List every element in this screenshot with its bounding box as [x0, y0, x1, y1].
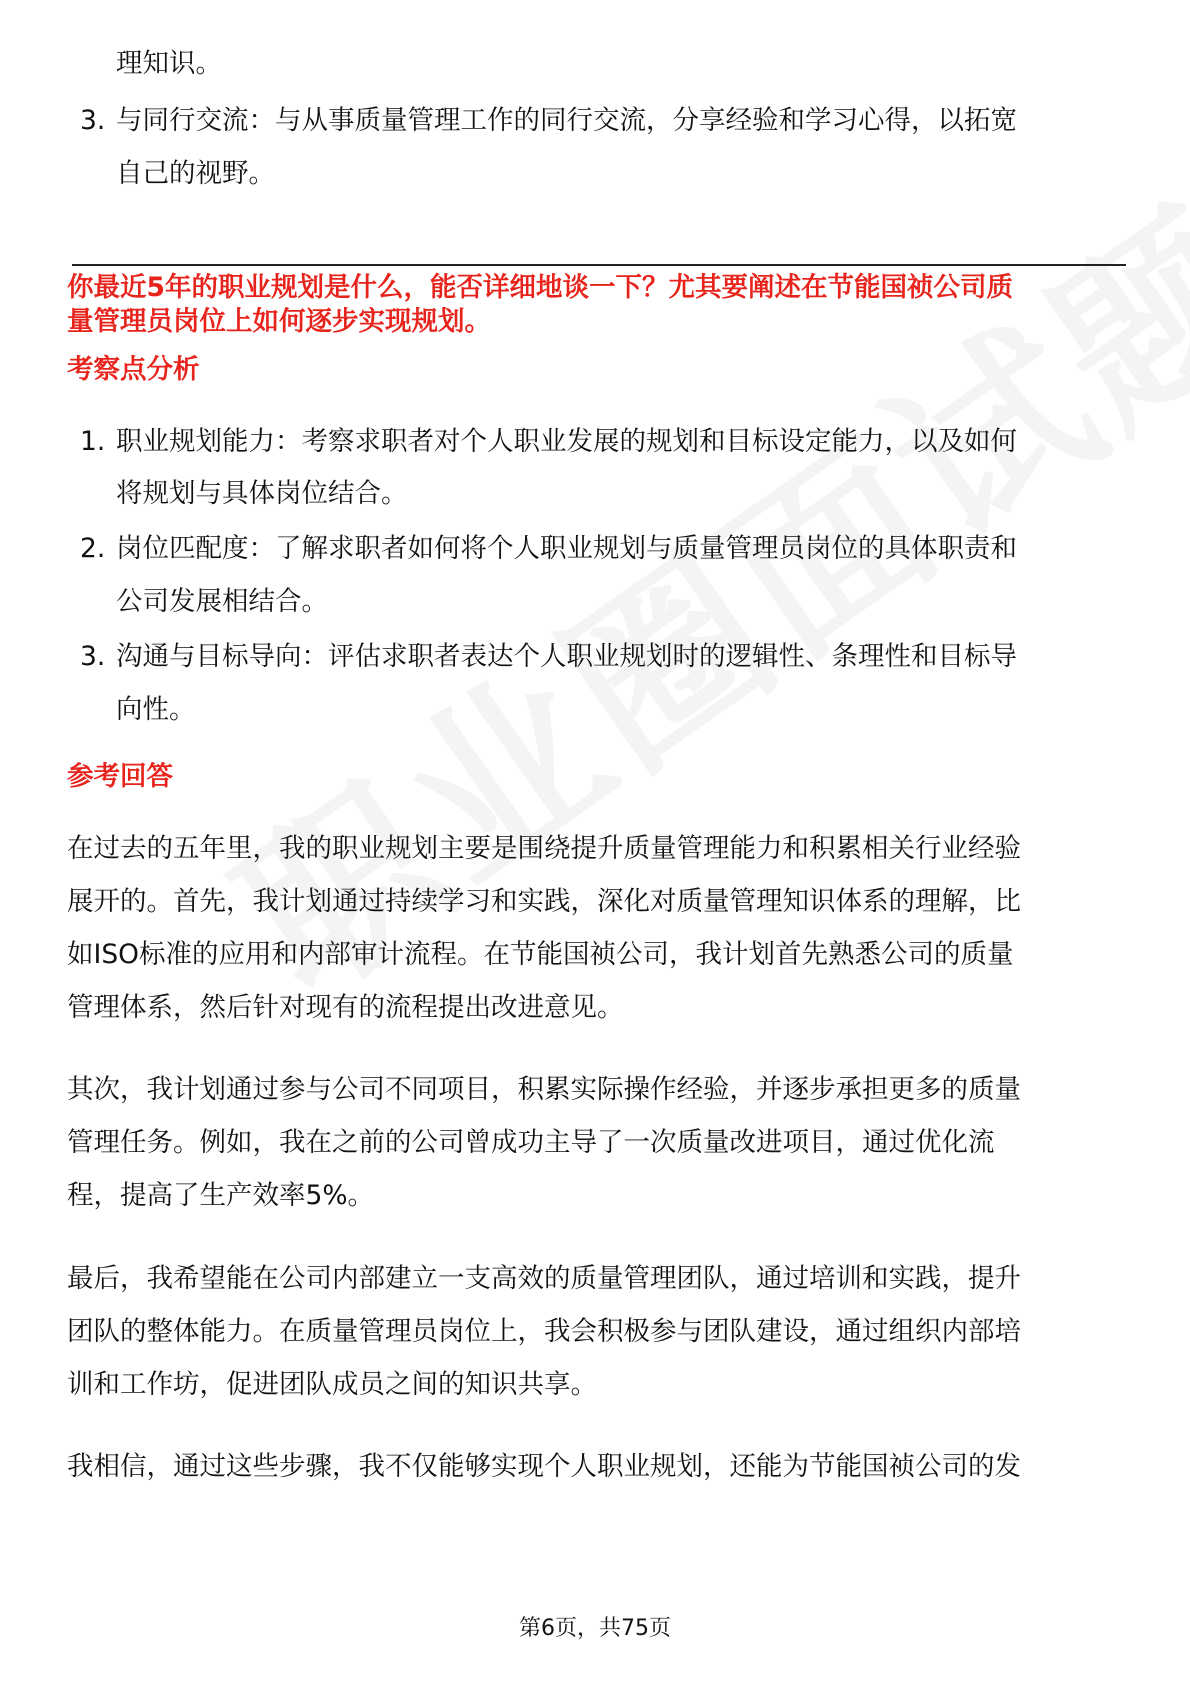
analysis-item-3-line1: 沟通与目标导向：评估求职者表达个人职业规划时的逻辑性、条理性和目标导	[116, 641, 1017, 672]
answer-p2-line3: 程，提高了生产效率5%。	[67, 1180, 375, 1211]
answer-p1-line1: 在过去的五年里，我的职业规划主要是围绕提升质量管理能力和积累相关行业经验	[67, 833, 1021, 864]
section-divider	[72, 264, 1126, 266]
list-item-3-number: 3.	[80, 105, 106, 136]
analysis-item-3-number: 3.	[80, 641, 106, 672]
list-item-3-line1: 与同行交流：与从事质量管理工作的同行交流，分享经验和学习心得，以拓宽	[116, 105, 1017, 136]
analysis-item-1-number: 1.	[80, 426, 106, 457]
answer-p3-line1: 最后，我希望能在公司内部建立一支高效的质量管理团队，通过培训和实践，提升	[67, 1263, 1021, 1294]
analysis-item-2-line1: 岗位匹配度：了解求职者如何将个人职业规划与质量管理员岗位的具体职责和	[116, 533, 1017, 564]
analysis-heading: 考察点分析	[67, 354, 200, 385]
answer-p2-line1: 其次，我计划通过参与公司不同项目，积累实际操作经验，并逐步承担更多的质量	[67, 1074, 1021, 1105]
answer-p3-line3: 训和工作坊，促进团队成员之间的知识共享。	[67, 1369, 597, 1400]
list-item-2-tail: 理知识。	[116, 48, 222, 79]
answer-p1-line4: 管理体系，然后针对现有的流程提出改进意见。	[67, 992, 624, 1023]
question-line-1: 你最近5年的职业规划是什么，能否详细地谈一下？尤其要阐述在节能国祯公司质	[67, 272, 1013, 303]
answer-p1-line3: 如ISO标准的应用和内部审计流程。在节能国祯公司，我计划首先熟悉公司的质量	[67, 939, 1014, 970]
answer-p3-line2: 团队的整体能力。在质量管理员岗位上，我会积极参与团队建设，通过组织内部培	[67, 1316, 1021, 1347]
list-item-3-line2: 自己的视野。	[116, 158, 275, 189]
answer-p4-line1: 我相信，通过这些步骤，我不仅能够实现个人职业规划，还能为节能国祯公司的发	[67, 1451, 1021, 1482]
page-number: 第6页，共75页	[519, 1616, 671, 1641]
analysis-item-1-line2: 将规划与具体岗位结合。	[116, 478, 408, 509]
analysis-item-1-line1: 职业规划能力：考察求职者对个人职业发展的规划和目标设定能力，以及如何	[116, 426, 1017, 457]
analysis-item-3-line2: 向性。	[116, 694, 196, 725]
answer-heading: 参考回答	[67, 761, 173, 792]
answer-p2-line2: 管理任务。例如，我在之前的公司曾成功主导了一次质量改进项目，通过优化流	[67, 1127, 995, 1158]
question-line-2: 量管理员岗位上如何逐步实现规划。	[67, 306, 491, 337]
analysis-item-2-number: 2.	[80, 533, 106, 564]
answer-p1-line2: 展开的。首先，我计划通过持续学习和实践，深化对质量管理知识体系的理解，比	[67, 886, 1021, 917]
analysis-item-2-line2: 公司发展相结合。	[116, 586, 328, 617]
